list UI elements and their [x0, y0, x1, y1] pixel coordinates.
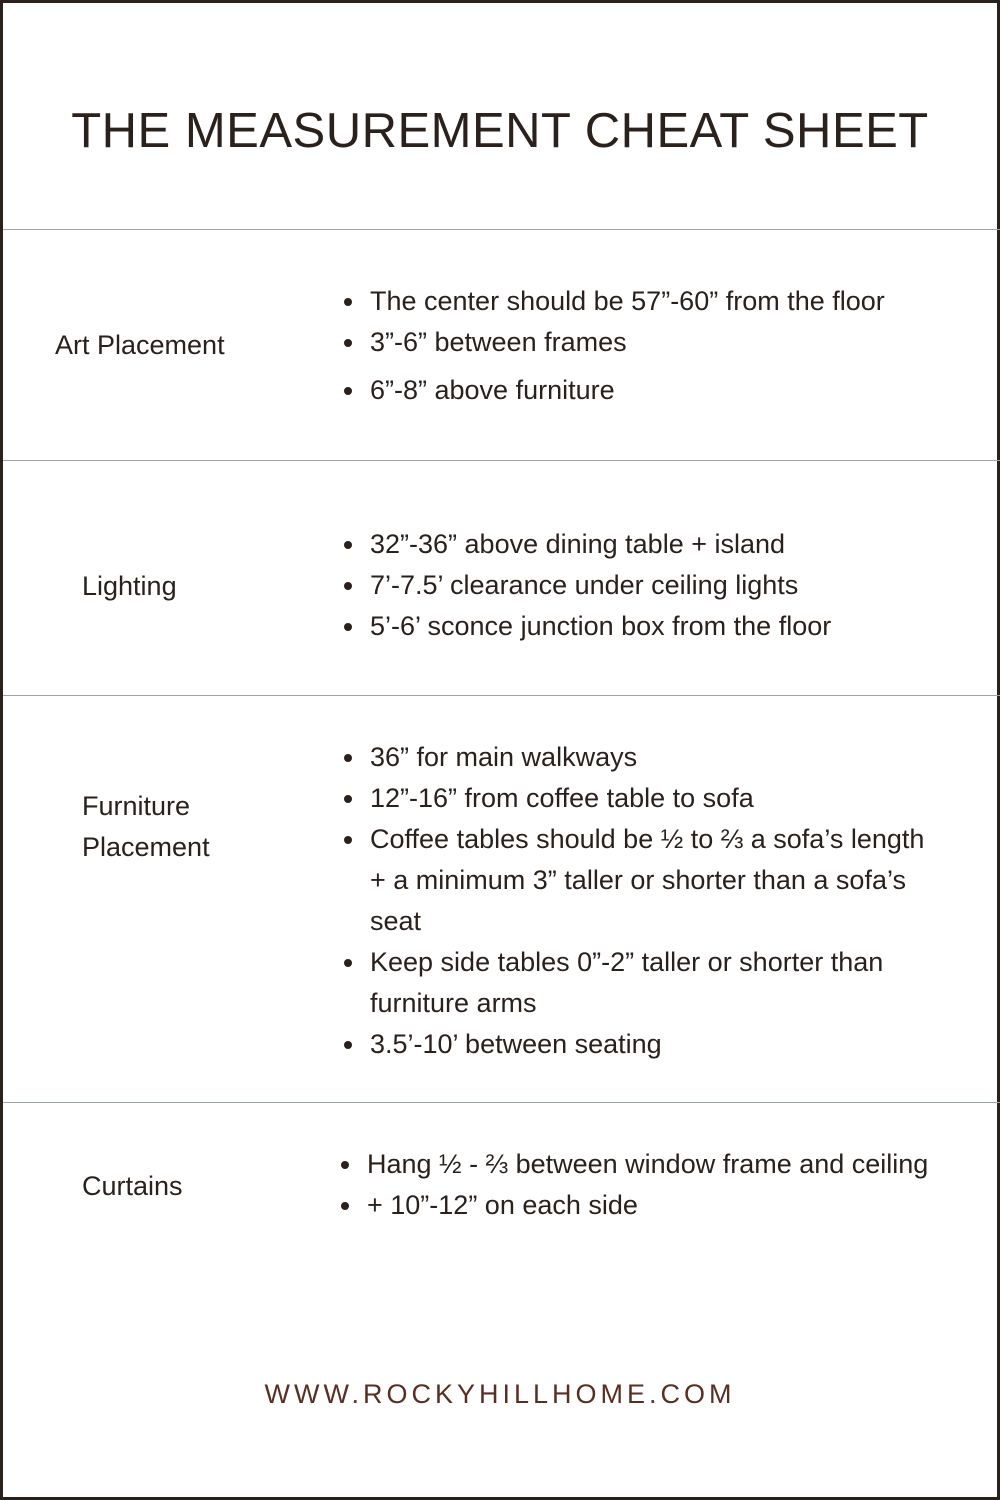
list-item: The center should be 57”-60” from the floor — [341, 281, 971, 322]
list-item: 36” for main walkways — [341, 737, 941, 778]
divider — [3, 695, 1000, 696]
list-item: Keep side tables 0”-2” taller or shorter than furniture arms — [341, 942, 941, 1024]
section-label-lighting: Lighting — [82, 571, 177, 601]
website-url: WWW.ROCKYHILLHOME.COM — [264, 1379, 736, 1409]
bullet-list-furniture-placement — [341, 737, 941, 1065]
divider — [3, 1102, 1000, 1103]
list-item: 7’-7.5’ clearance under ceiling lights — [341, 565, 971, 606]
list-item: 6”-8” above furniture — [341, 370, 971, 411]
bullet-list-art-placement — [341, 281, 971, 411]
list-item: 3.5’-10’ between seating — [341, 1024, 941, 1065]
list-item: Hang ½ - ⅔ between window frame and ceiling — [338, 1144, 988, 1185]
list-item: 12”-16” from coffee table to sofa — [341, 778, 941, 819]
list-item: + 10”-12” on each side — [338, 1185, 988, 1226]
page-title: THE MEASUREMENT CHEAT SHEET — [71, 104, 929, 158]
list-item: 32”-36” above dining table + island — [341, 524, 971, 565]
section-label-furniture-placement — [82, 786, 210, 868]
bullet-list-curtains — [338, 1144, 988, 1226]
bullet-list-lighting — [341, 524, 971, 647]
section-label-line: Placement — [82, 832, 210, 862]
section-label-art-placement: Art Placement — [55, 330, 225, 360]
section-label-line: Furniture — [82, 791, 191, 821]
section-label-curtains: Curtains — [82, 1171, 183, 1201]
list-item: 5’-6’ sconce junction box from the floor — [341, 606, 971, 647]
list-item: Coffee tables should be ½ to ⅔ a sofa’s length + a minimum 3” taller or shorter than a sofa’s seat — [341, 819, 941, 942]
divider — [3, 460, 1000, 461]
divider — [3, 229, 1000, 230]
list-item: 3”-6” between frames — [341, 322, 971, 363]
